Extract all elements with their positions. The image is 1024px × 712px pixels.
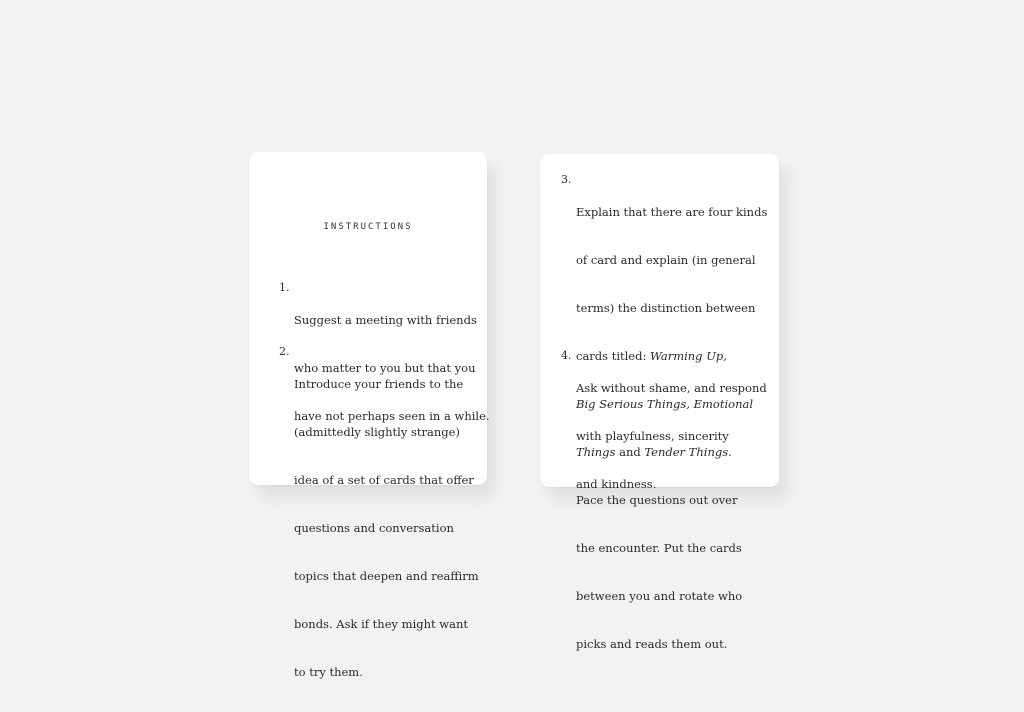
card-category-tender-things: Tender Things. [644,445,732,459]
card-title: INSTRUCTIONS [323,222,413,232]
item-number: 4. [561,349,572,362]
card-category-warming-up: Warming Up, [650,349,727,363]
item-text [294,344,479,712]
text-line: and kindness. [576,477,657,491]
text-line: picks and reads them out. [576,637,728,651]
item-text [576,348,767,524]
text-line: with playfulness, sincerity [576,429,729,443]
text-line: questions and conversation [294,521,454,535]
text-line: who matter to you but that you [294,361,476,375]
item-number: 1. [279,281,290,294]
text-line: Ask without shame, and respond [576,381,767,395]
text-line: terms) the distinction between [576,301,756,315]
text-segment: and [615,445,645,459]
text-line: (admittedly slightly strange) [294,425,460,439]
item-number: 3. [561,173,572,186]
text-line: Explain that there are four kinds [576,205,768,219]
card-category-emotional-things: Things [576,445,616,459]
text-line: Pace the questions out over [576,493,738,507]
text-line: the encounter. Put the cards [576,541,742,555]
instructions-card-left [249,152,490,679]
text-line: idea of a set of cards that offer [294,473,474,487]
text-segment: cards titled: [576,349,651,363]
text-line: between you and rotate who [576,589,743,603]
text-line: bonds. Ask if they might want [294,617,469,631]
card-category-big-serious: Big Serious Things, Emotional [576,397,754,411]
item-number: 2. [279,345,290,358]
instructions-card-right [540,154,779,651]
text-line: Introduce your friends to the [294,377,464,391]
text-line: of card and explain (in general [576,253,756,267]
text-line: have not perhaps seen in a while. [294,409,490,423]
text-line: to try them. [294,665,363,679]
text-line: topics that deepen and reaffirm [294,569,479,583]
text-line: Suggest a meeting with friends [294,313,477,327]
